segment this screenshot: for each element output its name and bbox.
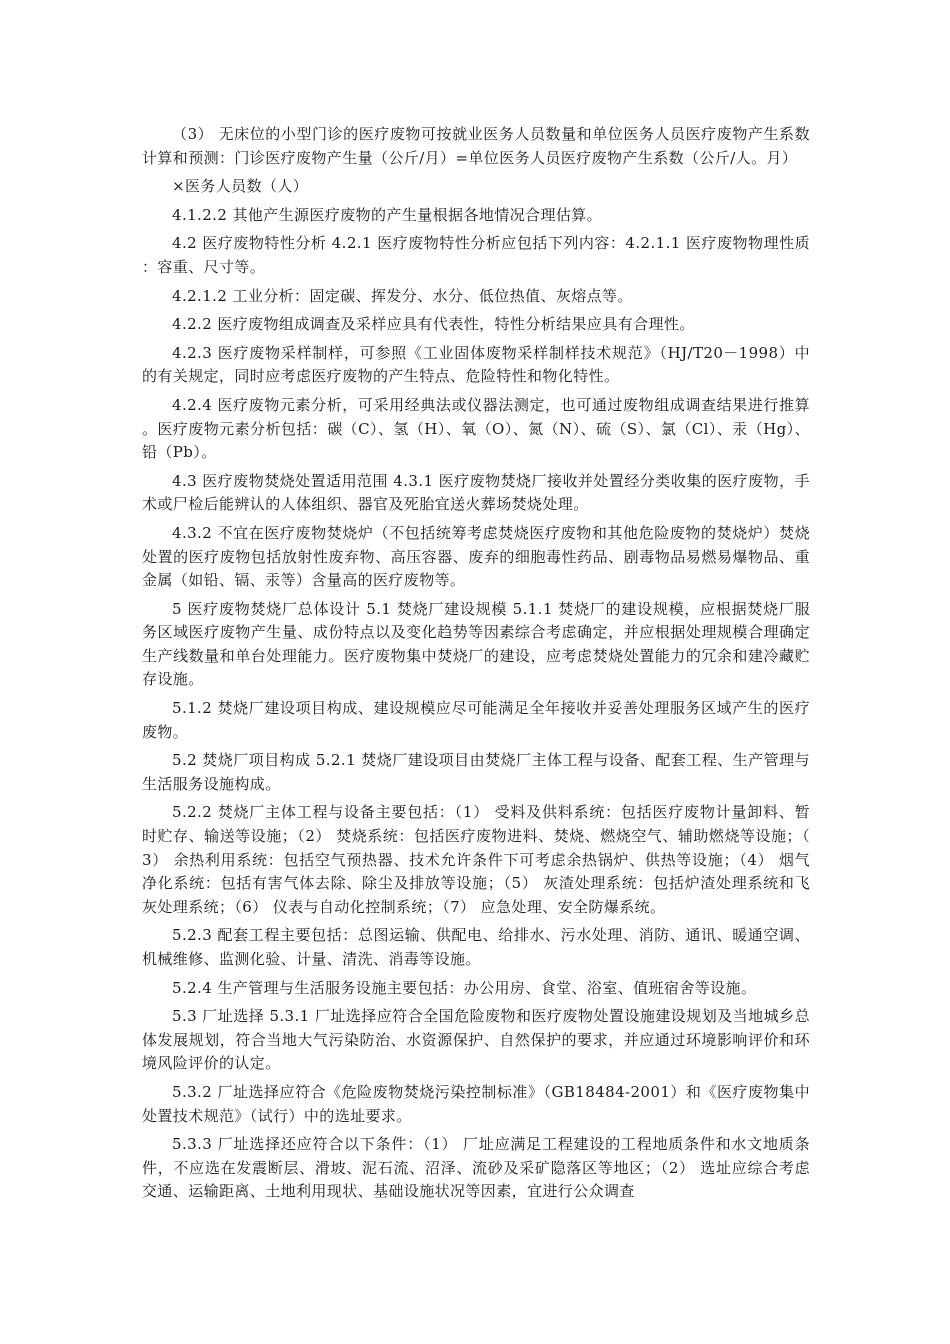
- paragraph-4-2-4: 4.2.4 医疗废物元素分析，可采用经典法或仪器法测定，也可通过废物组成调查结果进行推算。医疗废物元素分析包括：碳（C）、氢（H）、氧（O）、氮（N）、硫（S）、氯（Cl）、汞（Hg）、铅（Pb）。: [142, 395, 810, 462]
- paragraph-5-2-3: 5.2.3 配套工程主要包括：总图运输、供配电、给排水、污水处理、消防、通讯、暖通空调、机械维修、监测化验、计量、清洗、消毒等设施。: [142, 926, 810, 968]
- paragraph-5-2-2: 5.2.2 焚烧厂主体工程与设备主要包括：（1） 受料及供料系统：包括医疗废物计量卸料、暂时贮存、输送等设施；（2） 焚烧系统：包括医疗废物进料、焚烧、燃烧空气、辅助燃烧等设施；（3） 余热利用系统：包括空气预热器、技术允许条件下可考虑余热锅炉、供热等设施；（4） 烟气净化系统：包括有害气体去除、除尘及排放等设施；（5） 灰渣处理系统：包括炉渣处理系统和飞灰处理系统；（6） 仪表与自动化控制系统；（7） 应急处理、安全防爆系统。: [142, 803, 810, 916]
- paragraph-4-2-2: 4.2.2 医疗废物组成调查及采样应具有代表性，特性分析结果应具有合理性。: [172, 315, 695, 334]
- paragraph-5-3-2: 5.3.2 厂址选择应符合《危险废物焚烧污染控制标准》（GB18484-2001）和《医疗废物集中处置技术规范》（试行）中的选址要求。: [142, 1082, 810, 1125]
- paragraph-outpatient-calc: （3） 无床位的小型门诊的医疗废物可按就业医务人员数量和单位医务人员医疗废物产生系数计算和预测：门诊医疗废物产生量（公斤/月）=单位医务人员医疗废物产生系数（公斤/人。月）: [142, 125, 810, 167]
- paragraph-5-1-2: 5.1.2 焚烧厂建设项目构成、建设规模应尽可能满足全年接收并妥善处理服务区域产生的医疗废物。: [142, 699, 810, 741]
- paragraph-5-3: 5.3 厂址选择 5.3.1 厂址选择应符合全国危险废物和医疗废物处置设施建设规划及当地城乡总体发展规划，符合当地大气污染防治、水资源保护、自然保护的要求，并应通过环境影响评价和环境风险评价的认定。: [142, 1007, 810, 1073]
- paragraph-4-2-1-2: 4.2.1.2 工业分析：固定碳、挥发分、水分、低位热值、灰熔点等。: [172, 286, 633, 305]
- paragraph-4-2: 4.2 医疗废物特性分析 4.2.1 医疗废物特性分析应包括下列内容：4.2.1.1 医疗废物物理性质：容重、尺寸等。: [142, 234, 810, 276]
- paragraph-4-1-2-2: 4.1.2.2 其他产生源医疗废物的产生量根据各地情况合理估算。: [172, 205, 603, 224]
- paragraph-staff-count: ×医务人员数（人）: [172, 177, 309, 196]
- paragraph-4-3-2: 4.3.2 不宜在医疗废物焚烧炉（不包括统筹考虑焚烧医疗废物和其他危险废物的焚烧炉）焚烧处置的医疗废物包括放射性废弃物、高压容器、废弃的细胞毒性药品、剧毒物品易燃易爆物品、重金属（如铅、镉、汞等）含量高的医疗废物等。: [142, 523, 810, 590]
- paragraph-5-2: 5.2 焚烧厂项目构成 5.2.1 焚烧厂建设项目由焚烧厂主体工程与设备、配套工程、生产管理与生活服务设施构成。: [142, 751, 810, 793]
- document-body: [142, 123, 810, 1209]
- paragraph-5-2-4: 5.2.4 生产管理与生活服务设施主要包括：办公用房、食堂、浴室、值班宿舍等设施。: [172, 978, 757, 997]
- paragraph-5-1: 5 医疗废物焚烧厂总体设计 5.1 焚烧厂建设规模 5.1.1 焚烧厂的建设规模，应根据焚烧厂服务区域医疗废物产生量、成份特点以及变化趋势等因素综合考虑确定，并应根据处理规模合理确定生产线数量和单台处理能力。医疗废物集中焚烧厂的建设，应考虑焚烧处置能力的冗余和建冷藏贮存设施。: [142, 599, 810, 689]
- paragraph-4-3: 4.3 医疗废物焚烧处置适用范围 4.3.1 医疗废物焚烧厂接收并处置经分类收集的医疗废物，手术或尸检后能辨认的人体组织、器官及死胎宜送火葬场焚烧处理。: [142, 471, 810, 514]
- paragraph-4-2-3: 4.2.3 医疗废物采样制样，可参照《工业固体废物采样制样技术规范》（HJ/T20－1998）中的有关规定，同时应考虑医疗废物的产生特点、危险特性和物化特性。: [142, 343, 810, 386]
- paragraph-5-3-3: 5.3.3 厂址选择还应符合以下条件：（1） 厂址应满足工程建设的工程地质条件和水文地质条件，不应选在发震断层、滑坡、泥石流、沼泽、流砂及采矿隐落区等地区；（2） 选址应综合考虑交通、运输距离、土地利用现状、基础设施状况等因素，宜进行公众调查: [142, 1135, 810, 1201]
